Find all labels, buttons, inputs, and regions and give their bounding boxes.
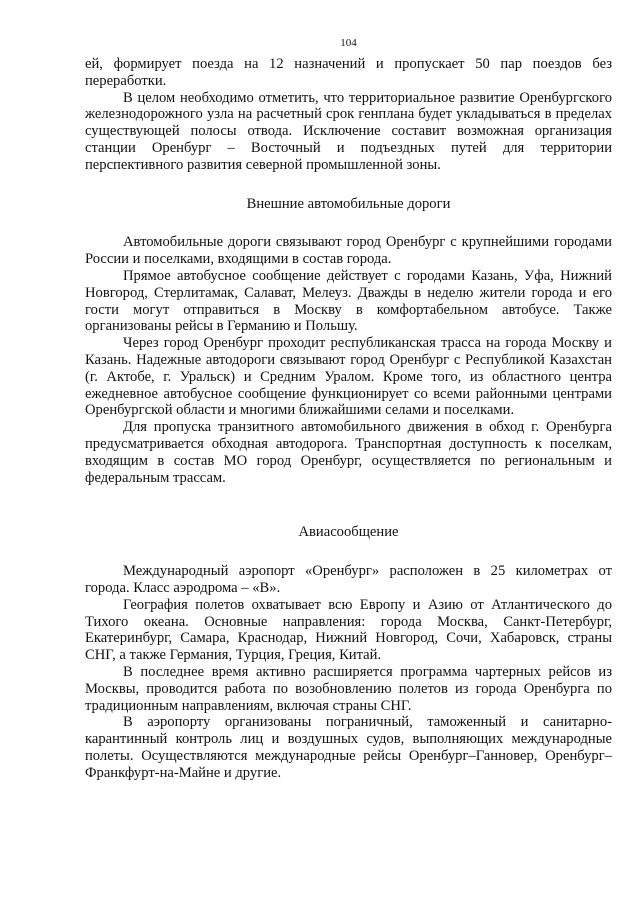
section-title-roads: Внешние автомобильные дороги (246, 195, 451, 212)
air-paragraph-1: Международный аэропорт «Оренбург» расположен в 25 километрах от города. Класс аэродрома – «В». (85, 563, 612, 596)
air-paragraph-4: В аэропорту организованы пограничный, таможенный и санитарно-карантинный контроль лиц и воздушных судов, выполняющих международные полеты. Осуществляются международные рейсы Оренбург–Ганновер, Оренбург–Франкфурт-на-Майне и другие. (85, 714, 612, 781)
roads-paragraph-3: Через город Оренбург проходит республиканская трасса на города Москву и Казань. Надежные автодороги связывают город Оренбург с Республикой Казахстан (г. Актобе, г. Уральск) и Средним Уралом. Кроме того, из областного центра ежедневное автобусное сообщение функционирует со всеми районными центрами Оренбургской области и многими ближайшими селами и поселками. (85, 335, 612, 419)
roads-paragraph-2: Прямое автобусное сообщение действует с городами Казань, Уфа, Нижний Новгород, Стерлитамак, Салават, Мелеуз. Дважды в неделю жители города и его гости могут отправиться в Москву в комфортабельном автобусе. Также организованы рейсы в Германию и Польшу. (85, 267, 612, 335)
intro-paragraph-1: ей, формирует поезда на 12 назначений и пропускает 50 пар поездов без переработки. (85, 56, 612, 89)
page-number: 104 (340, 37, 357, 49)
intro-paragraph-2: В целом необходимо отметить, что территориальное развитие Оренбургского железнодорожного узла на расчетный срок генплана будет укладываться в пределах существующей полосы отвода. Исключение составит возможная организация станции Оренбург – Восточный и подъездных путей для территории перспективного развития северной промышленной зоны. (85, 89, 612, 173)
section-title-air: Авиасообщение (298, 524, 399, 541)
roads-paragraph-4: Для пропуска транзитного автомобильного движения в обход г. Оренбурга предусматривается обходная автодорога. Транспортная доступность к поселкам, входящим в состав МО город Оренбург, осуществляется по региональным и федеральным трассам. (85, 419, 612, 486)
document-page (85, 36, 612, 781)
air-paragraph-3: В последнее время активно расширяется программа чартерных рейсов из Москвы, проводится работа по возобновлению полетов из города Оренбурга по традиционным направлениям, включая страны СНГ. (85, 663, 612, 714)
roads-paragraph-1: Автомобильные дороги связывают город Оренбург с крупнейшими городами России и поселками, входящими в состав города. (85, 234, 612, 268)
air-paragraph-2: География полетов охватывает всю Европу и Азию от Атлантического до Тихого океана. Основные направления: города Москва, Санкт-Петербург, Екатеринбург, Самара, Краснодар, Нижний Новгород, Сочи, Хабаровск, страны СНГ, а также Германия, Турция, Греция, Китай. (85, 596, 612, 664)
